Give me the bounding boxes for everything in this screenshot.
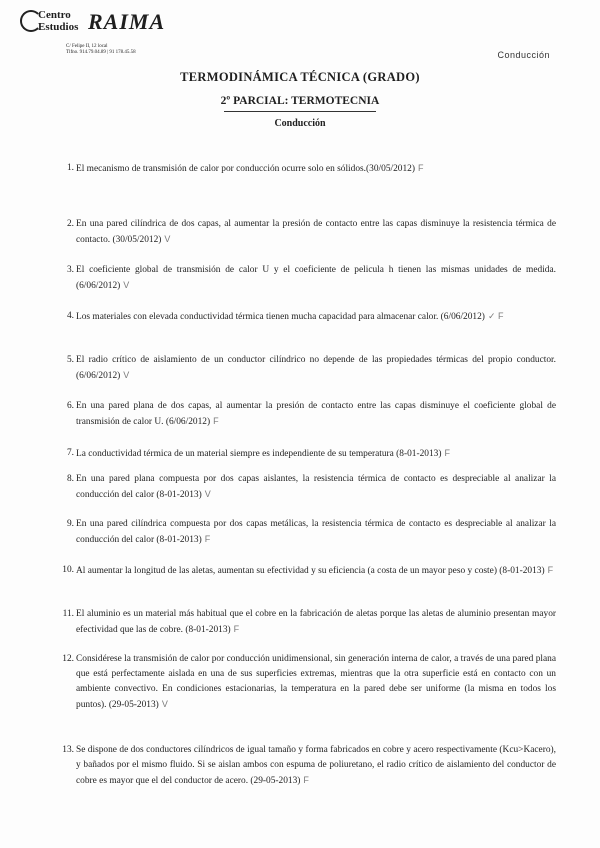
question-item <box>66 309 556 325</box>
answer-mark: F <box>213 416 219 426</box>
question-number: 10. <box>62 565 74 575</box>
exam-title: 2º PARCIAL: TERMOTECNIA <box>220 95 380 107</box>
question-number: 7. <box>66 448 74 458</box>
question-number: 13. <box>62 745 74 755</box>
answer-mark: F <box>204 534 211 544</box>
question-item <box>66 263 556 294</box>
question-item <box>66 399 556 430</box>
answer-mark: V <box>161 699 168 709</box>
question-text: En una pared cilíndrica compuesta por dos capas metálicas, la resistencia térmica de contacto es despreciable al analizar la conducción del calor (8-01-2013) <box>76 519 556 545</box>
centro-estudios-raima-logo <box>20 8 170 60</box>
question-item <box>62 607 556 638</box>
question-number: 9. <box>66 519 74 529</box>
logo-brand-text: RAIMA <box>88 9 166 34</box>
question-text: En una pared plana compuesta por dos capas aislantes, la resistencia térmica de contacto es despreciable al analizar la conducción del calor (8-01-2013) <box>76 474 556 500</box>
question-item <box>66 161 556 177</box>
answer-mark: V <box>164 234 171 244</box>
logo-phone-line: Tlfno. 914.79.04.89 | 91 178.45.58 <box>66 50 136 55</box>
question-text: Se dispone de dos conductores cilíndricos de igual tamaño y forma fabricados en cobre y acero respectivamente (Kcu>Kacero), y bañados por el mismo fluido. Si se aislan ambos con espuma de poliuretano, el radio crítico de aislamiento del conductor de cobre es mayor que el del conductor de acero. (29-05-2013) <box>76 745 556 786</box>
question-item <box>66 217 556 248</box>
question-text: Al aumentar la longitud de las aletas, aumentan su efectividad y su eficiencia (a costa de un mayor peso y coste) (8-01-2013) <box>76 566 545 576</box>
logo-address <box>66 44 136 56</box>
exam-title-underline <box>224 111 376 112</box>
answer-mark: F <box>303 775 309 785</box>
question-number: 1. <box>66 163 74 173</box>
question-text: El radio crítico de aislamiento de un conductor cilíndrico no depende de las propiedades térmicas del propio conductor. (6/06/2012) <box>76 355 556 381</box>
question-text: La conductividad térmica de un material siempre es independiente de su temperatura (8-01-2013) <box>76 449 442 459</box>
logo-centro-text: Centro <box>38 9 71 21</box>
question-item <box>66 472 556 503</box>
question-text: En una pared cilíndrica de dos capas, al aumentar la presión de contacto entre las capas disminuye la resistencia térmica de contacto. (30/05/2012) <box>76 219 556 245</box>
question-text: El aluminio es un material más habitual que el cobre en la fabricación de aletas porque las aletas de aluminio presentan mayor efectividad que las de cobre. (8-01-2013) <box>76 609 556 635</box>
question-item <box>66 446 556 462</box>
answer-mark: F <box>233 624 240 634</box>
answer-mark: F <box>547 565 554 575</box>
question-text: El mecanismo de transmisión de calor por conducción ocurre solo en sólidos.(30/05/2012) <box>76 164 415 174</box>
question-number: 8. <box>66 474 74 484</box>
question-number: 2. <box>66 219 74 229</box>
question-number: 5. <box>66 355 74 365</box>
topic-title: Conducción <box>274 118 326 129</box>
answer-mark: F <box>417 163 424 173</box>
question-item <box>66 517 556 548</box>
answer-mark: V <box>123 280 130 290</box>
logo-address-line: C/ Felipe II, 12 local <box>66 44 108 49</box>
question-number: 11. <box>62 609 74 619</box>
section-tag: Conducción <box>497 50 550 60</box>
logo-estudios-text: Estudios <box>38 21 79 33</box>
answer-mark: V <box>204 489 211 499</box>
question-item <box>62 743 556 789</box>
answer-mark: V <box>123 370 130 380</box>
question-item <box>62 563 556 579</box>
course-title: TERMODINÁMICA TÉCNICA (GRADO) <box>180 70 420 84</box>
question-text: El coeficiente global de transmisión de calor U y el coeficiente de pelicula h tienen las mismas unidades de medida. (6/06/2012) <box>76 265 556 291</box>
answer-mark: F <box>444 448 450 458</box>
question-text: Los materiales con elevada conductividad térmica tienen mucha capacidad para almacenar calor. (6/06/2012) <box>76 312 485 322</box>
question-text: Considérese la transmisión de calor por conducción unidimensional, sin generación interna de calor, a través de una pared plana que está perfectamente aislada en una de sus superficies extremas, mientras que la otra superficie está en contacto con un ambiente convectivo. En condiciones estacionarias, la temperatura en la pared debe ser uniforme (la misma en todos los puntos). (29-05-2013) <box>76 654 556 710</box>
question-item <box>66 353 556 384</box>
question-number: 4. <box>66 311 74 321</box>
question-number: 12. <box>62 654 74 664</box>
question-text: En una pared plana de dos capas, al aumentar la presión de contacto entre las capas disminuye el coeficiente global de transmisión de calor U. (6/06/2012) <box>76 401 556 427</box>
question-item <box>62 652 556 713</box>
question-number: 3. <box>66 265 74 275</box>
question-number: 6. <box>66 401 74 411</box>
answer-mark: ✓ F <box>487 311 504 321</box>
